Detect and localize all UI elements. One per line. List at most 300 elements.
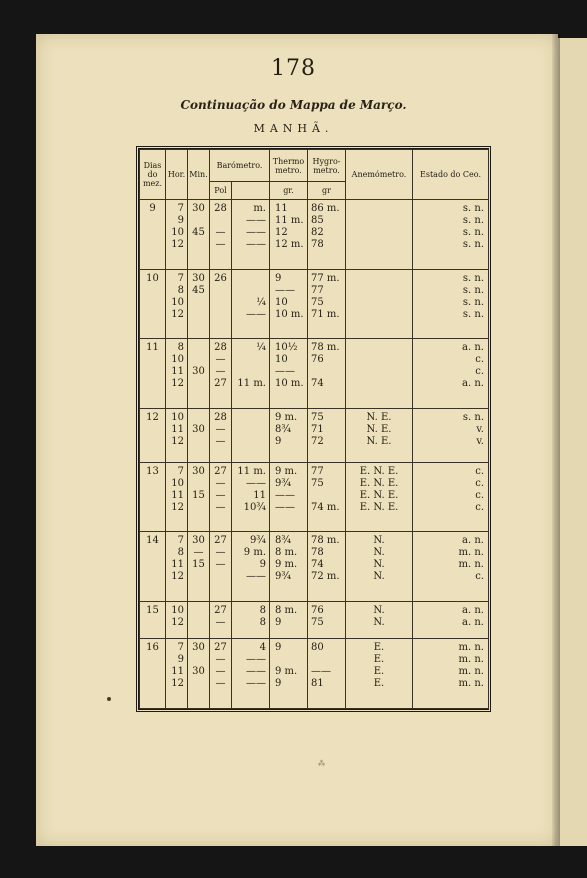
minute-cell	[188, 532, 210, 602]
pol-value: 28	[214, 342, 227, 354]
sky-state-cell	[413, 639, 489, 709]
pol-value	[210, 571, 231, 583]
sky-state-cell	[413, 408, 489, 462]
frac-value: 11 m.	[237, 378, 266, 390]
therm-value: 12	[275, 227, 288, 238]
pol-value	[210, 285, 231, 297]
hygro-value	[311, 366, 345, 378]
page-gutter-shadow	[552, 34, 560, 846]
pol-value: 27	[214, 642, 227, 654]
min-value: 30	[192, 423, 205, 435]
hygro-value: 74	[311, 559, 324, 571]
therm-value: 9	[275, 678, 282, 690]
header-thermo-unit: gr.	[270, 182, 308, 200]
hygro-value: ——	[311, 666, 331, 678]
hygro-value: 85	[311, 215, 324, 226]
therm-value: 9	[275, 642, 282, 654]
barometer-lines-cell	[232, 408, 270, 462]
min-value	[188, 436, 209, 448]
anemo-value	[346, 215, 412, 227]
anemometer-cell	[346, 601, 413, 639]
day-value: 10	[146, 272, 159, 284]
barometer-pol-cell	[210, 339, 232, 409]
frac-value: 11	[253, 489, 266, 501]
min-value: 30	[192, 366, 205, 378]
pol-value	[210, 297, 231, 309]
frac-value: 4	[259, 642, 266, 654]
header-hygro-unit: gr	[308, 182, 346, 200]
page-footer-mark: ⁂	[318, 760, 328, 768]
hygro-value: 75	[311, 477, 324, 489]
estado-value: a. n.	[462, 535, 484, 547]
minute-cell	[188, 408, 210, 462]
hour-cell	[166, 639, 188, 709]
barometer-lines-cell	[232, 462, 270, 532]
anemometer-cell	[346, 532, 413, 602]
barometer-lines-cell	[232, 200, 270, 270]
hygro-value	[311, 490, 345, 502]
hor-value: 9	[177, 654, 184, 666]
table-row	[140, 408, 489, 462]
hour-cell	[166, 601, 188, 639]
anemo-value	[346, 227, 412, 239]
hygro-value: 72 m.	[311, 571, 340, 583]
estado-value: c.	[475, 465, 484, 477]
min-value: 30	[192, 465, 205, 477]
sky-state-cell	[413, 532, 489, 602]
hor-value: 12	[171, 378, 184, 390]
anemometer-cell	[346, 462, 413, 532]
hygrometer-cell	[308, 339, 346, 409]
hygro-value: 78 m.	[311, 535, 340, 547]
anemo-value: E. N. E.	[359, 489, 399, 501]
thermometer-cell	[270, 601, 308, 639]
min-value	[188, 412, 209, 424]
page-number: 178	[271, 56, 316, 81]
next-page-edge	[557, 38, 587, 846]
estado-value: m. n.	[458, 666, 484, 678]
estado-value: v.	[476, 423, 484, 435]
frac-value: 9	[259, 559, 266, 571]
header-hygrometro: Hygro-metro.	[308, 150, 346, 182]
header-min: Min.	[188, 150, 210, 200]
frac-value: ——	[246, 571, 266, 583]
hygro-value: 71	[311, 423, 324, 435]
anemo-value	[346, 239, 412, 251]
hour-cell	[166, 269, 188, 339]
header-thermometro: Thermo metro.	[270, 150, 308, 182]
frac-value: ——	[246, 654, 266, 666]
barometer-lines-cell	[232, 269, 270, 339]
sky-state-cell	[413, 339, 489, 409]
hygro-value: 86 m.	[311, 203, 340, 214]
hygro-value: 78	[311, 547, 324, 559]
hygro-value: 77	[311, 284, 324, 296]
min-value	[188, 354, 209, 366]
day-value: 11	[146, 342, 159, 354]
anemometer-cell	[346, 408, 413, 462]
estado-value: s. n.	[462, 239, 484, 250]
barometer-pol-cell	[210, 462, 232, 532]
table-row	[140, 339, 489, 409]
hor-value: 9	[177, 215, 184, 226]
therm-value: 10 m.	[275, 378, 304, 390]
hygrometer-cell	[308, 200, 346, 270]
estado-value: s. n.	[462, 215, 484, 226]
header-hor: Hor.	[166, 150, 188, 200]
sky-state-cell	[413, 269, 489, 339]
frac-value	[232, 354, 266, 366]
barometer-pol-cell	[210, 532, 232, 602]
anemo-value: N. E.	[366, 435, 392, 447]
min-value	[188, 571, 209, 583]
anemo-value: N.	[373, 535, 385, 547]
anemo-value	[346, 273, 412, 285]
table-row	[140, 269, 489, 339]
pol-value: —	[215, 547, 226, 559]
therm-value: 9¾	[275, 571, 292, 583]
frac-value: 8	[259, 616, 266, 628]
estado-value: m. n.	[458, 678, 484, 690]
hor-value: 12	[171, 239, 184, 250]
anemo-value: E. N. E.	[359, 501, 399, 513]
pol-value: 26	[214, 272, 227, 284]
min-value	[188, 309, 209, 321]
anemo-value	[346, 378, 412, 390]
anemometer-cell	[346, 200, 413, 270]
frac-value: 10¾	[243, 501, 266, 513]
hor-value: 8	[177, 547, 184, 559]
hygro-value: 75	[311, 411, 324, 423]
table-row	[140, 462, 489, 532]
hor-value: 10	[171, 411, 184, 423]
hygrometer-cell	[308, 532, 346, 602]
therm-value: 10½	[275, 342, 298, 354]
header-barometro: Barómetro.	[210, 150, 270, 182]
frac-value: ¼	[256, 342, 266, 354]
anemo-value: N. E.	[366, 423, 392, 435]
min-value: 30	[192, 666, 205, 678]
therm-value: 8¾	[275, 535, 292, 547]
page-title: Continuação do Mappa de Março.	[180, 98, 407, 112]
hor-value: 12	[171, 308, 184, 320]
hor-value: 12	[171, 501, 184, 513]
thermometer-cell	[270, 639, 308, 709]
pol-value: —	[215, 489, 226, 501]
hygrometer-cell	[308, 462, 346, 532]
anemo-value: N. E.	[366, 411, 392, 423]
sky-state-cell	[413, 200, 489, 270]
minute-cell	[188, 462, 210, 532]
anemo-value: N.	[373, 559, 385, 571]
hor-value: 10	[171, 477, 184, 489]
day-cell	[140, 601, 166, 639]
anemo-value: E. N. E.	[359, 465, 399, 477]
pol-value: —	[215, 616, 226, 628]
minute-cell	[188, 601, 210, 639]
pol-value: 27	[214, 378, 227, 390]
anemo-value: N.	[373, 547, 385, 559]
hour-cell	[166, 200, 188, 270]
min-value: 15	[192, 489, 205, 501]
header-dias: Dias do mez.	[140, 150, 166, 200]
frac-value: 9¾	[249, 535, 266, 547]
pol-value: 28	[214, 411, 227, 423]
day-cell	[140, 200, 166, 270]
hygrometer-cell	[308, 639, 346, 709]
min-value: 15	[192, 559, 205, 571]
ink-spot	[107, 697, 111, 701]
estado-value: s. n.	[462, 203, 484, 214]
hour-cell	[166, 408, 188, 462]
anemo-value: E.	[373, 654, 385, 666]
anemometer-cell	[346, 639, 413, 709]
hor-value: 11	[171, 559, 184, 571]
estado-value: a. n.	[462, 378, 484, 390]
day-cell	[140, 532, 166, 602]
frac-value: m.	[253, 203, 266, 214]
day-value: 13	[146, 465, 159, 477]
min-value	[188, 342, 209, 354]
hor-value: 11	[171, 666, 184, 678]
thermometer-cell	[270, 462, 308, 532]
estado-value: m. n.	[458, 642, 484, 654]
hor-value: 10	[171, 227, 184, 238]
header-estado: Estado do Ceo.	[413, 150, 489, 200]
hour-cell	[166, 339, 188, 409]
day-cell	[140, 269, 166, 339]
table-body	[140, 200, 489, 709]
hor-value: 7	[177, 642, 184, 654]
min-value	[188, 654, 209, 666]
header-anemometro: Anemómetro.	[346, 150, 413, 200]
estado-value: c.	[475, 354, 484, 366]
therm-value: ——	[275, 489, 295, 501]
anemometer-cell	[346, 269, 413, 339]
min-value	[188, 605, 209, 617]
frac-value: ——	[246, 227, 266, 238]
barometer-lines-cell	[232, 532, 270, 602]
hor-value: 11	[171, 366, 184, 378]
day-cell	[140, 639, 166, 709]
anemo-value: N.	[373, 616, 385, 628]
hor-value: 7	[177, 203, 184, 214]
therm-value: 9 m.	[275, 559, 298, 571]
hor-value: 8	[177, 284, 184, 296]
thermometer-cell	[270, 532, 308, 602]
anemo-value: E.	[373, 642, 385, 654]
therm-value: 9	[275, 616, 282, 628]
day-cell	[140, 462, 166, 532]
hygro-value: 77	[311, 465, 324, 477]
hor-value: 12	[171, 678, 184, 690]
pol-value: —	[215, 435, 226, 447]
barometer-pol-cell	[210, 200, 232, 270]
hygro-value: 82	[311, 227, 324, 238]
pol-value: 27	[214, 604, 227, 616]
estado-value: c.	[475, 366, 484, 378]
min-value: 45	[192, 284, 205, 296]
hygro-value: 81	[311, 678, 324, 690]
frac-value: ¼	[256, 296, 266, 308]
hygro-value: 80	[311, 642, 324, 654]
header-pol: Pol	[210, 182, 232, 200]
barometer-pol-cell	[210, 601, 232, 639]
frac-value	[232, 366, 266, 378]
pol-value	[210, 215, 231, 227]
barometer-pol-cell	[210, 269, 232, 339]
frac-value: 8	[259, 604, 266, 616]
therm-value: 8¾	[275, 423, 292, 435]
hor-value: 11	[171, 423, 184, 435]
hor-value: 10	[171, 296, 184, 308]
min-value	[188, 239, 209, 251]
hygro-value: 78	[311, 239, 324, 250]
pol-value: —	[215, 227, 226, 238]
estado-value: s. n.	[462, 411, 484, 423]
pol-value: —	[215, 654, 226, 666]
frac-value: ——	[246, 678, 266, 690]
day-cell	[140, 408, 166, 462]
pol-value: —	[215, 423, 226, 435]
table-row	[140, 639, 489, 709]
therm-value: ——	[275, 366, 295, 378]
hygro-value: 77 m.	[311, 272, 340, 284]
anemo-value	[346, 342, 412, 354]
hour-cell	[166, 462, 188, 532]
anemometer-cell	[346, 339, 413, 409]
anemo-value	[346, 203, 412, 215]
hygro-value	[311, 654, 345, 666]
table-row	[140, 532, 489, 602]
hor-value: 11	[171, 489, 184, 501]
min-value: 30	[192, 535, 205, 547]
estado-value: v.	[476, 435, 484, 447]
min-value	[188, 478, 209, 490]
day-value: 16	[146, 642, 159, 654]
day-value: 15	[146, 604, 159, 616]
anemo-value	[346, 354, 412, 366]
therm-value: 11 m.	[275, 215, 304, 226]
therm-value: 8 m.	[275, 547, 298, 559]
hor-value: 7	[177, 465, 184, 477]
weather-table	[136, 146, 491, 712]
minute-cell	[188, 200, 210, 270]
estado-value: s. n.	[462, 284, 484, 296]
therm-value: 9¾	[275, 477, 292, 489]
frac-value	[232, 273, 266, 285]
pol-value: —	[215, 678, 226, 690]
hygro-value: 74	[311, 378, 324, 390]
hygro-value: 72	[311, 435, 324, 447]
anemo-value: E.	[373, 666, 385, 678]
therm-value: ——	[275, 501, 295, 513]
therm-value: 8 m.	[275, 604, 298, 616]
pol-value: —	[215, 477, 226, 489]
anemo-value: N.	[373, 571, 385, 583]
min-value	[188, 678, 209, 690]
hygro-value: 76	[311, 354, 324, 366]
barometer-lines-cell	[232, 601, 270, 639]
hygro-value: 71 m.	[311, 308, 340, 320]
estado-value: m. n.	[458, 654, 484, 666]
thermometer-cell	[270, 408, 308, 462]
header-lines	[232, 182, 270, 200]
estado-value: a. n.	[462, 604, 484, 616]
therm-value: 10	[275, 296, 288, 308]
pol-value: —	[215, 354, 226, 366]
frac-value: ——	[246, 666, 266, 678]
anemo-value	[346, 285, 412, 297]
sky-state-cell	[413, 462, 489, 532]
therm-value: 9	[275, 272, 282, 284]
therm-value: 9 m.	[275, 666, 298, 678]
hygro-value: 75	[311, 296, 324, 308]
frac-value: ——	[246, 215, 266, 226]
estado-value: m. n.	[458, 547, 484, 559]
frac-value: ——	[246, 477, 266, 489]
day-value: 12	[146, 411, 159, 423]
hor-value: 10	[171, 604, 184, 616]
barometer-pol-cell	[210, 639, 232, 709]
hygro-value: 76	[311, 604, 324, 616]
estado-value: s. n.	[462, 272, 484, 284]
pol-value	[210, 309, 231, 321]
estado-value: a. n.	[462, 616, 484, 628]
hygro-value: 74 m.	[311, 501, 340, 513]
anemo-value: E.	[373, 678, 385, 690]
frac-value	[232, 285, 266, 297]
frac-value	[232, 436, 266, 448]
barometer-lines-cell	[232, 339, 270, 409]
anemo-value: N.	[373, 604, 385, 616]
estado-value: a. n.	[462, 342, 484, 354]
frac-value	[232, 424, 266, 436]
table-row	[140, 601, 489, 639]
day-value: 9	[149, 203, 156, 214]
anemo-value	[346, 297, 412, 309]
hygrometer-cell	[308, 408, 346, 462]
hygrometer-cell	[308, 601, 346, 639]
table-row	[140, 200, 489, 270]
estado-value: c.	[475, 501, 484, 513]
estado-value: s. n.	[462, 227, 484, 238]
anemo-value	[346, 366, 412, 378]
therm-value	[275, 654, 307, 666]
min-value: 30	[192, 642, 205, 654]
hour-cell	[166, 532, 188, 602]
therm-value: 12 m.	[275, 239, 304, 250]
frac-value: 9 m.	[243, 547, 266, 559]
frac-value: ——	[246, 239, 266, 250]
min-value	[188, 297, 209, 309]
estado-value: c.	[475, 571, 484, 583]
hor-value: 12	[171, 571, 184, 583]
hygrometer-cell	[308, 269, 346, 339]
hor-value: 7	[177, 272, 184, 284]
hor-value: 10	[171, 354, 184, 366]
barometer-pol-cell	[210, 408, 232, 462]
pol-value: 27	[214, 535, 227, 547]
hygro-value: 75	[311, 616, 324, 628]
anemo-value	[346, 309, 412, 321]
section-subtitle: MANHÃ.	[253, 122, 334, 135]
hor-value: 7	[177, 535, 184, 547]
therm-value: 11	[275, 203, 288, 214]
estado-value: c.	[475, 477, 484, 489]
therm-value: 10 m.	[275, 308, 304, 320]
hygro-value: 78 m.	[311, 342, 340, 354]
